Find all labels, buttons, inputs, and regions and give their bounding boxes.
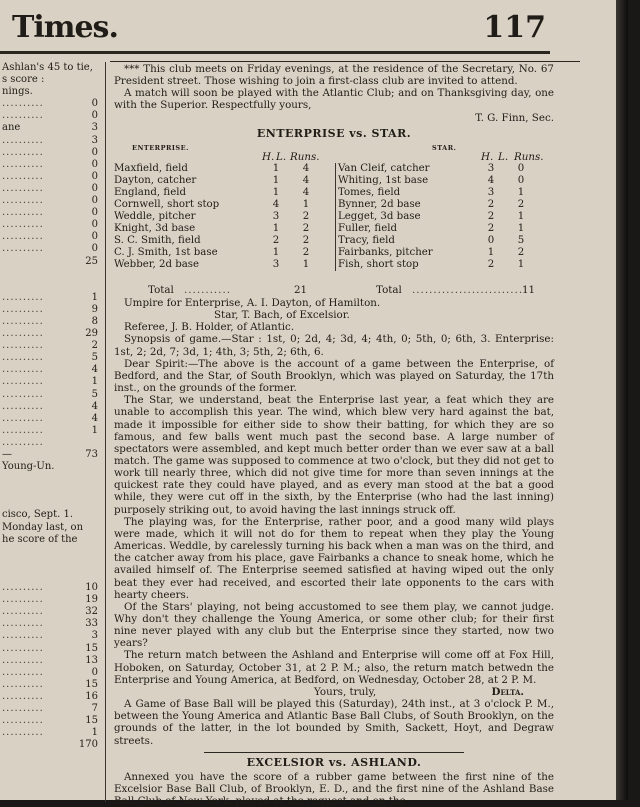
letter-p1: Dear Spirit:—The above is the account of a game between the Enterprise, of Bedford, and the Star, of South Brooklyn, which was played on Saturday, the 17th inst., on the grounds of the former. [114, 357, 554, 395]
team-a-total-label: Total [148, 283, 174, 296]
masthead-rule [0, 51, 550, 54]
left-column-line [0, 449, 104, 461]
left-column-line [0, 546, 104, 558]
team-a-player-hands-lost: 1 [272, 222, 280, 234]
left-line-label: .......... [2, 654, 44, 666]
team-b-player-name: Whiting, 1st base [338, 174, 429, 186]
team-b-player-hands-lost: 2 [487, 198, 495, 210]
left-column-line [0, 256, 104, 268]
game1-team-heads [114, 140, 554, 151]
team-b-player-runs: 1 [517, 258, 525, 270]
team-b-player-row [338, 175, 548, 187]
left-line-number: 7 [91, 702, 98, 714]
left-column-line [0, 389, 104, 401]
left-line-label: .......... [2, 642, 44, 654]
team-a-col-l: L. [276, 150, 287, 163]
left-line-label: .......... [2, 727, 44, 739]
left-line-label: .......... [2, 134, 44, 146]
left-line-label: .......... [2, 243, 44, 255]
left-line-number: 15 [85, 715, 98, 727]
left-line-label: .......... [2, 291, 44, 303]
left-column-line [0, 62, 104, 74]
team-b-player-hands-lost: 4 [487, 174, 495, 186]
left-line-number: 9 [91, 303, 98, 315]
left-line-number: 170 [78, 739, 98, 751]
left-line-number: 15 [85, 678, 98, 690]
left-column-line [0, 122, 104, 134]
left-line-number: 5 [91, 352, 98, 364]
left-column-line [0, 340, 104, 352]
team-a-player-row [114, 175, 324, 187]
left-line-number: 2 [91, 340, 98, 352]
left-line-number: 3 [91, 630, 98, 642]
left-column-line [0, 703, 104, 715]
team-b-total: 11 [522, 283, 536, 296]
left-column-line [0, 304, 104, 316]
left-line-label: .......... [2, 315, 44, 327]
left-line-label: .......... [2, 182, 44, 194]
letter-sign-left: Yours, truly, [314, 685, 377, 698]
game1-box-score [114, 163, 554, 284]
team-b-player-runs: 1 [517, 210, 525, 222]
left-column-line [0, 207, 104, 219]
left-column-line [0, 413, 104, 425]
left-column-line [0, 316, 104, 328]
team-a-player-hands-lost: 2 [272, 234, 280, 246]
left-line-number: 32 [85, 606, 98, 618]
left-column-line [0, 98, 104, 110]
left-line-number: 10 [85, 582, 98, 594]
left-line-label: .......... [2, 606, 44, 618]
left-line-label: .......... [2, 424, 44, 436]
team-b-player-row [338, 247, 548, 259]
team-a-player-name: Weddle, pitcher [114, 210, 196, 222]
left-line-label: ane [2, 122, 21, 134]
left-line-number: 0 [91, 158, 98, 170]
team-b-player-hands-lost: 2 [487, 210, 495, 222]
team-a-player-name: Maxfield, field [114, 162, 188, 174]
team-b-player-row [338, 163, 548, 175]
left-line-label: .......... [2, 158, 44, 170]
team-b-player-runs: 2 [517, 246, 525, 258]
team-b-player-name: Van Cleif, catcher [338, 162, 430, 174]
team-b-player-hands-lost: 3 [487, 162, 495, 174]
left-line-number: 19 [85, 594, 98, 606]
team-b-player-hands-lost: 2 [487, 222, 495, 234]
left-column-line [0, 630, 104, 642]
left-column-line [0, 110, 104, 122]
team-a-player-runs: 2 [302, 210, 310, 222]
left-column-line [0, 522, 104, 534]
club-notice: *** This club meets on Friday evenings, at the residence of the Secretary, No. 67 President street. Those wishing to join a first-class club are invited to attend. [114, 63, 554, 88]
team-b-player-row [338, 223, 548, 235]
left-column-line [0, 292, 104, 304]
team-a-player-hands-lost: 1 [272, 186, 280, 198]
team-b-player-name: Legget, 3d base [338, 210, 421, 222]
left-line-label: .......... [2, 666, 44, 678]
team-b-player-runs: 2 [517, 198, 525, 210]
left-column-line [0, 425, 104, 437]
team-a-player-hands-lost: 1 [272, 246, 280, 258]
team-a-total-dots: ........... [184, 283, 232, 296]
team-a-player-name: Cornwell, short stop [114, 198, 220, 210]
left-line-label: .......... [2, 412, 44, 424]
left-line-label: Young-Un. [2, 461, 55, 473]
game1-synopsis: Synopsis of game.—Star : 1st, 0; 2d, 4; 3d, 4; 4th, 0; 5th, 0; 6th, 3. Enterprise: 1st, 2; 2d, 7; 3d, 1; 4th, 3; 5th, 2; 6th, 6. [114, 333, 554, 358]
left-column-line [0, 171, 104, 183]
letter-p4: Of the Stars' playing, not being accustomed to see them play, we cannot judge. Why don't they challenge the Young America, or some other club; for their first nine never played with any club but the Enterprise since they started, now two years? [114, 600, 554, 650]
game1-referee: Referee, J. B. Holder, of Atlantic. [124, 321, 295, 334]
team-b-total-dots: .......................... [412, 283, 524, 296]
team-a-player-runs: 2 [302, 246, 310, 258]
team-a-col-h: H. [262, 150, 275, 163]
left-column-line [0, 667, 104, 679]
left-line-number: 4 [91, 412, 98, 424]
team-b-player-name: Fish, short stop [338, 258, 419, 270]
letter-p6: A Game of Base Ball will be played this (Saturday), 24th inst., at 3 o'clock P. M., between the Young America and Atlantic Base Ball Clubs, of South Brooklyn, on the grounds of the latter, in the lot bounded by Smith, Sackett, Hoyt, and Degraw streets. [114, 698, 554, 747]
left-line-number: 1 [91, 727, 98, 739]
left-column-line [0, 147, 104, 159]
team-a-player-runs: 4 [302, 186, 310, 198]
game1-umpire: Umpire for Enterprise, A. I. Dayton, of Hamilton. [124, 296, 381, 309]
left-line-number: 25 [85, 255, 98, 267]
left-column-line [0, 159, 104, 171]
left-column-line [0, 594, 104, 606]
team-a-player-row [114, 187, 324, 199]
left-line-label: .......... [2, 594, 44, 606]
team-a-player-row [114, 199, 324, 211]
left-column-line [0, 352, 104, 364]
left-column-line [0, 727, 104, 739]
left-column [0, 62, 104, 751]
binding-edge [616, 0, 628, 800]
left-line-label: .......... [2, 170, 44, 182]
left-column-line [0, 606, 104, 618]
letter-p2: The Star, we understand, beat the Enterprise last year, a feat which they are unable to accomplish this year. The wind, which blew very hard against the bat, made it impossible for either side to show their batting, for which they are so famous, and few balls went much past the second base. A large number of spectators were assembled, and kept much better order than we ever saw at a ball match. The game was supposed to commence at two o'clock, but they did not get to work till nearly three, which did not give time for more than seven innings at the quickest rate they could have played, and as every man stood at the bat a good while, they were cut off in the sixth, by the Enterprise (who had the last inning) purposely striking out, to avoid having the last innings struck off. [114, 394, 554, 516]
left-column-line [0, 643, 104, 655]
column-separator [105, 62, 106, 802]
left-column-line [0, 86, 104, 98]
left-column-line [0, 497, 104, 509]
team-b-player-hands-lost: 2 [487, 258, 495, 270]
left-column-line [0, 570, 104, 582]
game2-heading: EXCELSIOR vs. ASHLAND. [246, 755, 422, 769]
left-line-label: Ashlan's 45 to tie, [2, 62, 93, 73]
left-line-number: 1 [91, 376, 98, 388]
left-line-label: cisco, Sept. 1. [2, 509, 73, 521]
left-line-label: .......... [2, 364, 44, 376]
left-column-line [0, 74, 104, 86]
box-score-divider [335, 163, 336, 271]
team-b-col-h: H. [481, 150, 494, 163]
left-line-label: Monday last, on [2, 521, 84, 533]
left-line-number: 0 [91, 170, 98, 182]
left-line-label: .......... [2, 388, 44, 400]
team-b-player-row [338, 211, 548, 223]
left-line-number: 3 [91, 122, 98, 134]
team-a-player-runs: 2 [302, 222, 310, 234]
team-b-player-row [338, 187, 548, 199]
team-b-name: STAR. [432, 143, 457, 152]
team-a-player-hands-lost: 3 [272, 258, 280, 270]
left-column-line [0, 135, 104, 147]
team-a-player-row [114, 259, 324, 271]
left-line-number: 0 [91, 182, 98, 194]
left-line-label: .......... [2, 146, 44, 158]
letter-sign-right: Delta. [491, 685, 524, 698]
left-line-label: .......... [2, 618, 44, 630]
left-line-number: 0 [91, 207, 98, 219]
left-line-label: .......... [2, 376, 44, 388]
team-a-player-name: C. J. Smith, 1st base [114, 246, 218, 258]
game1-heading: ENTERPRISE vs. STAR. [256, 126, 412, 140]
left-line-label: .......... [2, 328, 44, 340]
left-line-number: 0 [91, 195, 98, 207]
left-line-label: .......... [2, 219, 44, 231]
left-line-label: .......... [2, 702, 44, 714]
left-line-label: .......... [2, 231, 44, 243]
game2-intro: Annexed you have the score of a rubber game between the first nine of the Excelsior Base Ball Club, of Brooklyn, E. D., and the first nine of the Ashland Base Ball Club of New York, played at the request and on the [114, 770, 554, 807]
team-a-player-row [114, 223, 324, 235]
left-line-label: .......... [2, 630, 44, 642]
left-line-label: .......... [2, 340, 44, 352]
team-b-player-name: Tracy, field [338, 234, 395, 246]
team-b-player-name: Tomes, field [338, 186, 401, 198]
left-line-number: 0 [91, 231, 98, 243]
team-b-player-runs: 1 [517, 186, 525, 198]
letter-signature [114, 686, 554, 698]
team-b-col-l: L. [498, 150, 509, 163]
letter-p5: The return match between the Ashland and Enterprise will come off at Fox Hill, Hoboken, on Saturday, October 31, at 2 P. M.; also, the return match betwedn the Enterprise and Young America, at Bedford, on Wednesday, October 28, at 2 P. M. [114, 649, 554, 686]
left-column-line [0, 280, 104, 292]
left-line-label: .......... [2, 582, 44, 594]
team-a-player-name: Knight, 3d base [114, 222, 196, 234]
left-line-label: .......... [2, 715, 44, 727]
team-b-player-name: Bynner, 2d base [338, 198, 421, 210]
left-line-number: 4 [91, 400, 98, 412]
left-column-line [0, 485, 104, 497]
left-line-number: 73 [85, 449, 98, 460]
left-column-line [0, 679, 104, 691]
left-line-label: he score of the [2, 533, 78, 545]
team-a-player-row [114, 211, 324, 223]
left-column-line [0, 461, 104, 473]
team-b-player-runs: 0 [517, 174, 525, 186]
team-a-player-hands-lost: 1 [272, 162, 280, 174]
club-notice-2: A match will soon be played with the Atlantic Club; and on Thanksgiving day, one with the Superior. Respectfully yours, [114, 87, 554, 112]
team-a-player-runs: 1 [302, 258, 310, 270]
section-rule [204, 752, 464, 753]
team-a-player-hands-lost: 1 [272, 174, 280, 186]
left-line-label: .......... [2, 110, 44, 122]
game1-totals [114, 284, 554, 297]
left-column-line [0, 195, 104, 207]
left-column-line [0, 558, 104, 570]
team-a-player-row [114, 163, 324, 175]
left-line-number: 0 [91, 243, 98, 255]
team-a-player-hands-lost: 4 [272, 198, 280, 210]
game1-column-heads [114, 151, 554, 163]
main-column [114, 63, 554, 807]
team-b-player-name: Fairbanks, pitcher [338, 246, 433, 258]
team-a-player-runs: 4 [302, 162, 310, 174]
team-b-col-runs: Runs. [514, 150, 544, 163]
left-line-number: 0 [91, 666, 98, 678]
left-line-number: 15 [85, 642, 98, 654]
team-a-player-name: England, field [114, 186, 187, 198]
team-a-player-row [114, 235, 324, 247]
left-line-label: nings. [2, 86, 33, 98]
left-line-number: 13 [85, 654, 98, 666]
team-b-player-name: Fuller, field [338, 222, 398, 234]
left-line-label: .......... [2, 678, 44, 690]
left-column-line [0, 437, 104, 449]
team-a-player-name: S. C. Smith, field [114, 234, 201, 246]
club-notice-signature: T. G. Finn, Sec. [475, 111, 554, 124]
left-column-line [0, 509, 104, 521]
left-line-label: .......... [2, 400, 44, 412]
left-column-line [0, 219, 104, 231]
left-line-number: 29 [85, 328, 98, 340]
left-line-label: .......... [2, 436, 44, 448]
left-line-number: 0 [91, 110, 98, 122]
left-line-number: 0 [91, 146, 98, 158]
team-a-player-runs: 2 [302, 234, 310, 246]
left-column-line [0, 618, 104, 630]
team-b-player-hands-lost: 1 [487, 246, 495, 258]
left-column-line [0, 328, 104, 340]
team-b-player-row [338, 199, 548, 211]
left-line-label: .......... [2, 207, 44, 219]
left-column-line [0, 473, 104, 485]
left-column-line [0, 231, 104, 243]
left-column-line [0, 582, 104, 594]
left-line-number: 3 [91, 134, 98, 146]
team-a-player-row [114, 247, 324, 259]
left-column-line [0, 401, 104, 413]
team-a-player-hands-lost: 3 [272, 210, 280, 222]
left-line-label: .......... [2, 690, 44, 702]
left-line-label: .......... [2, 303, 44, 315]
team-b-player-runs: 1 [517, 222, 525, 234]
left-column-line [0, 376, 104, 388]
team-a-player-name: Webber, 2d base [114, 258, 200, 270]
left-column-line [0, 364, 104, 376]
left-line-label: s score : [2, 74, 45, 86]
team-a-total: 21 [294, 283, 308, 296]
left-line-number: 1 [91, 291, 98, 303]
left-column-line [0, 243, 104, 255]
left-line-label: .......... [2, 98, 44, 110]
team-b-player-row [338, 259, 548, 271]
team-a-player-runs: 4 [302, 174, 310, 186]
left-line-number: 33 [85, 618, 98, 630]
team-b-player-runs: 5 [517, 234, 525, 246]
left-column-line [0, 715, 104, 727]
team-b-player-runs: 0 [517, 162, 525, 174]
column-top-rule [110, 61, 580, 62]
left-line-number: 5 [91, 388, 98, 400]
left-column-line [0, 691, 104, 703]
team-b-total-label: Total [376, 283, 402, 296]
left-column-line [0, 534, 104, 546]
team-b-player-row [338, 235, 548, 247]
masthead-title: Times. [12, 10, 118, 45]
team-a-col-runs: Runs. [290, 150, 320, 163]
left-column-line [0, 739, 104, 751]
left-line-label: .......... [2, 195, 44, 207]
left-column-line [0, 183, 104, 195]
team-a-name: ENTERPRISE. [132, 143, 189, 152]
team-b-player-hands-lost: 3 [487, 186, 495, 198]
letter-p3: The playing was, for the Enterprise, rather poor, and a good many wild plays were made, which it will not do for them to repeat when they play the Young Americas. Weddle, by carelessly turning his back when a man was on the third, and the catcher away from his place, gave Fairbanks a chance to sneak home, which he availed himself of. The Enterprise seemed satisfied at having wiped out the only beat they ever had received, and escorted their late opponents to the cars with hearty cheers. [114, 515, 554, 601]
left-column-line [0, 268, 104, 280]
left-line-number: 8 [91, 315, 98, 327]
left-line-number: 4 [91, 364, 98, 376]
left-line-number: 1 [91, 424, 98, 436]
left-line-number: 0 [91, 98, 98, 110]
left-column-line [0, 655, 104, 667]
left-line-label: .......... [2, 352, 44, 364]
team-a-player-name: Dayton, catcher [114, 174, 197, 186]
left-line-number: 16 [85, 690, 98, 702]
team-a-player-runs: 1 [302, 198, 310, 210]
left-line-label: — [2, 449, 12, 460]
team-b-player-hands-lost: 0 [487, 234, 495, 246]
left-line-number: 0 [91, 219, 98, 231]
page-number: 117 [483, 10, 546, 45]
game1-star-umpire: Star, T. Bach, of Excelsior. [214, 309, 350, 322]
